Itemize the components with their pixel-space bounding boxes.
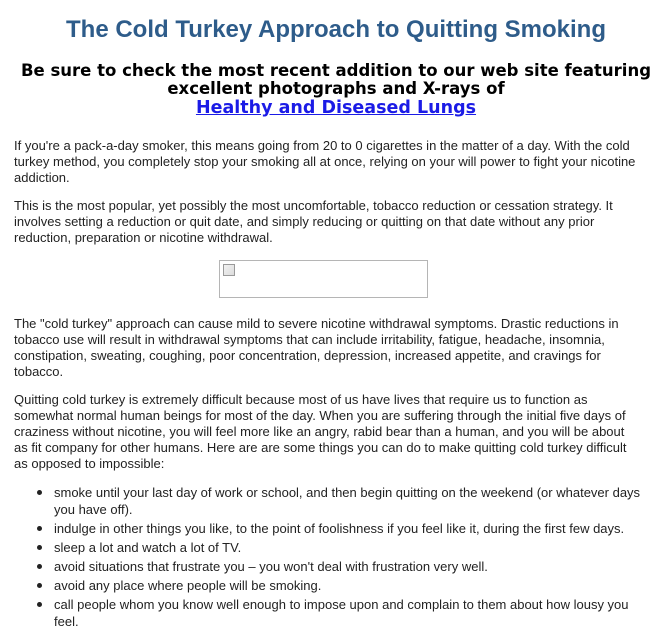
list-item: indulge in other things you like, to the point of foolishness if you feel like it, during the first few days. [54,520,642,537]
page-title: The Cold Turkey Approach to Quitting Smoking [66,16,606,43]
paragraph-difficulty: Quitting cold turkey is extremely difficult because most of us have lives that require us to function as somewhat normal human beings for most of the day. When you are suffering through the initial five days of craziness without nicotine, you will feel more like an angry, rabid bear than a human, and you will be about as fit company for other humans. Here are are some things you can do to make quitting cold turkey difficult as opposed to impossible: [14,392,627,471]
paragraph-popular: This is the most popular, yet possibly the most uncomfortable, tobacco reduction or cessation strategy. It involves setting a reduction or quit date, and simply reducing or quitting on that date without any prior reduction, preparation or nicotine withdrawal. [14,198,613,245]
paragraph-symptoms: The "cold turkey" approach can cause mild to severe nicotine withdrawal symptoms. Drastic reductions in tobacco use will result in withdrawal symptoms that can include irritability, fatigue, headache, insomnia, constipation, sweating, coughing, poor concentration, depression, increased appetite, and cravings for tobacco. [14,316,619,379]
broken-image [219,260,428,298]
announcement [12,62,660,117]
list-item: sleep a lot and watch a lot of TV. [54,539,642,556]
tips-list [14,484,642,632]
list-item: call people whom you know well enough to impose upon and complain to them about how lousy you feel. [54,596,642,630]
announcement-text: Be sure to check the most recent addition to our web site featuring excellent photographs and X-rays of [20,61,652,98]
list-item: avoid situations that frustrate you – you won't deal with frustration very well. [54,558,642,575]
lungs-link[interactable]: Healthy and Diseased Lungs [195,98,477,118]
list-item: smoke until your last day of work or school, and then begin quitting on the weekend (or whatever days you have off). [54,485,641,517]
list-item: avoid any place where people will be smoking. [54,577,642,594]
broken-image-icon [223,264,235,276]
paragraph-intro: If you're a pack-a-day smoker, this means going from 20 to 0 cigarettes in the matter of a day. With the cold turkey method, you completely stop your smoking all at once, relying on your will power to fight your nicotine addiction. [14,138,636,185]
